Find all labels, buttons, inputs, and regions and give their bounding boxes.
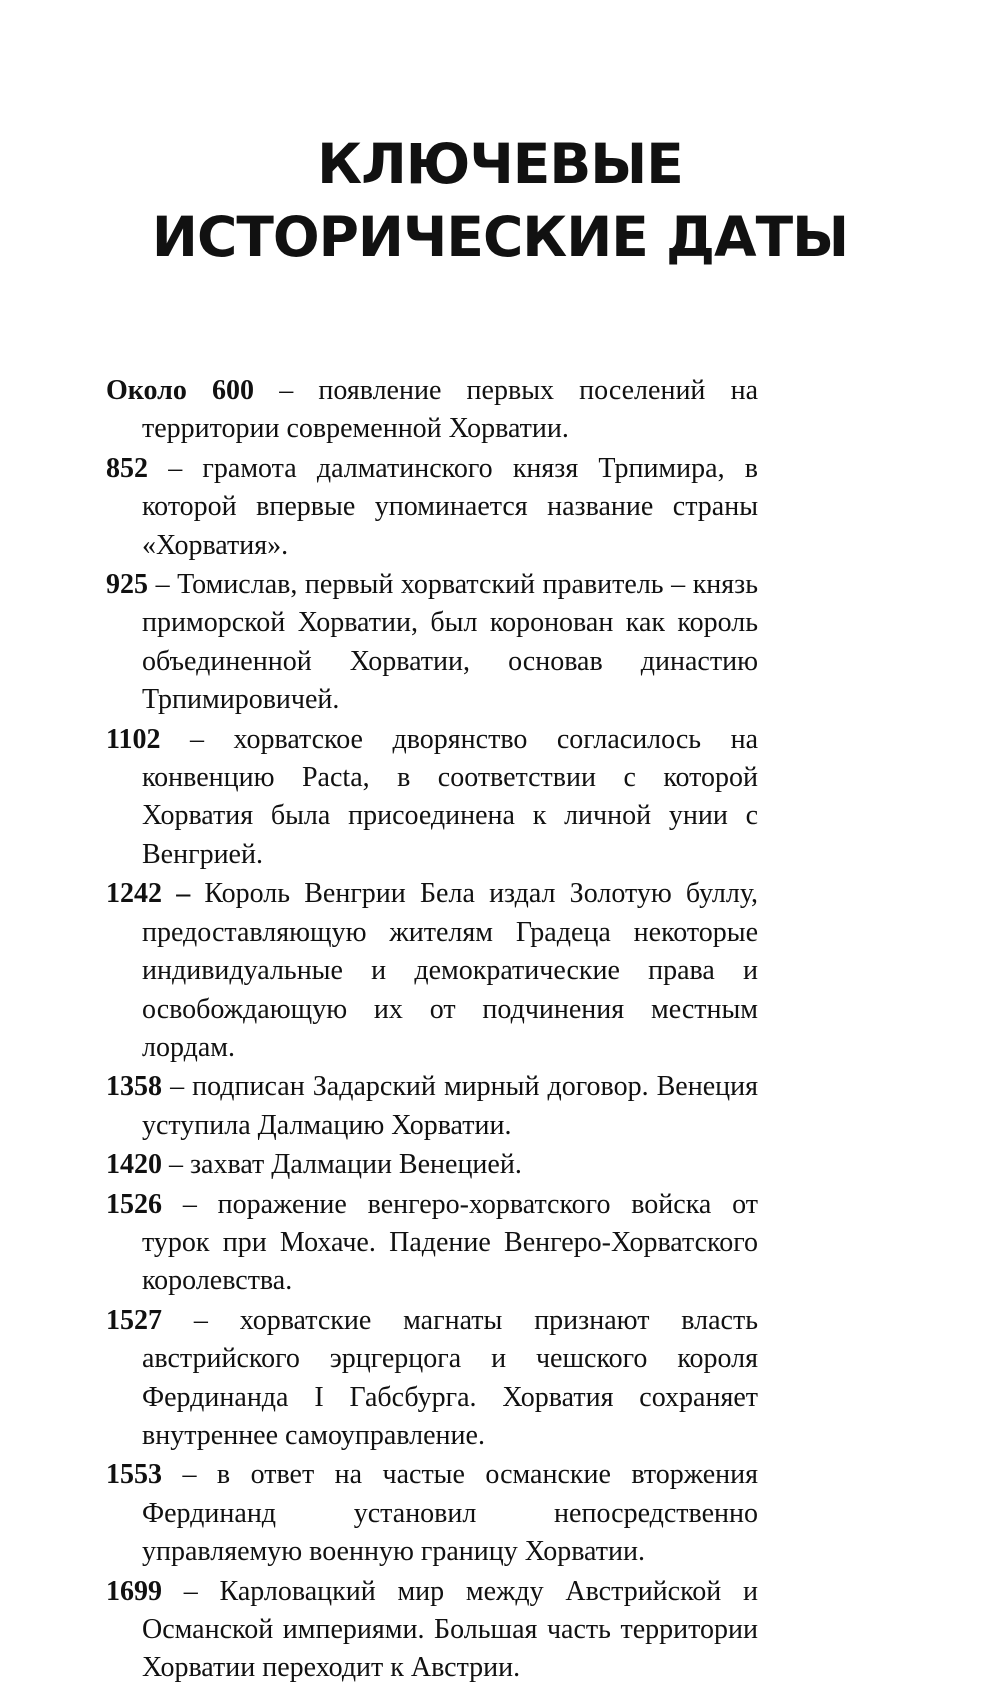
timeline-entry-1553	[106, 1456, 758, 1571]
entry-date: 1699	[106, 1575, 162, 1607]
entry-text: – грамота далматинского князя Трпимира, в которой впервые упоминается название страны «Хорватия».	[142, 452, 758, 561]
timeline-entry-1526	[106, 1186, 758, 1301]
timeline-entry-600	[106, 372, 758, 449]
entry-date: 1420	[106, 1149, 162, 1181]
page-title-line-1: КЛЮЧЕВЫЕ	[317, 132, 683, 196]
entry-date: 1358	[106, 1071, 162, 1103]
timeline-entry-1242	[106, 875, 758, 1067]
entry-text: – подписан Задарский мирный договор. Венеция уступила Далмацию Хорватии.	[142, 1071, 758, 1141]
timeline-entry-1102	[106, 721, 758, 875]
entry-text: – хорватские магнаты признают власть австрийского эрцгерцога и чешского короля Фердинанда I Габсбурга. Хорватия сохраняет внутреннее самоуправление.	[142, 1304, 758, 1451]
page-title-line-2: ИСТОРИЧЕСКИЕ ДАТЫ	[151, 205, 849, 269]
timeline-entry-1699	[106, 1573, 758, 1688]
entry-date: 1242 –	[106, 878, 191, 910]
entry-text: – захват Далмации Венецией.	[162, 1149, 522, 1181]
timeline-list	[106, 372, 758, 1689]
page-title	[0, 128, 1000, 274]
timeline-entry-1358	[106, 1068, 758, 1145]
timeline-entry-1420	[106, 1146, 758, 1184]
timeline-entry-852	[106, 450, 758, 565]
timeline-entry-1527	[106, 1302, 758, 1456]
entry-date: Около 600	[106, 375, 255, 406]
entry-text: – хорватское дворянство согласилось на конвенцию Pacta, в соответствии с которой Хорватия была присоединена к личной унии с Венгрией.	[142, 723, 758, 870]
entry-date: 1553	[106, 1459, 162, 1491]
entry-date: 1526	[106, 1188, 162, 1220]
entry-text: – Томислав, первый хорватский правитель – князь приморской Хорватии, был коронован как король объединенной Хорватии, основав династию Трпимировичей.	[142, 569, 758, 716]
entry-text: Король Венгрии Бела издал Золотую буллу, предоставляющую жителям Градеца некоторые индивидуальные и демократические права и освобождающую их от подчинения местным лордам.	[142, 878, 759, 1063]
timeline-entry-925	[106, 566, 758, 720]
entry-text: – в ответ на частые османские вторжения Фердинанд установил непосредственно управляемую военную границу Хорватии.	[142, 1459, 758, 1568]
entry-text: – появление первых поселений на территории современной Хорватии.	[142, 375, 758, 445]
entry-text: – Карловацкий мир между Австрийской и Османской империями. Большая часть территории Хорватии переходит к Австрии.	[142, 1575, 758, 1684]
entry-date: 852	[106, 452, 148, 484]
entry-date: 925	[106, 569, 148, 601]
entry-date: 1102	[106, 723, 161, 755]
entry-text: – поражение венгеро-хорватского войска от турок при Мохаче. Падение Венгеро-Хорватского королевства.	[142, 1188, 758, 1297]
entry-date: 1527	[106, 1304, 162, 1336]
